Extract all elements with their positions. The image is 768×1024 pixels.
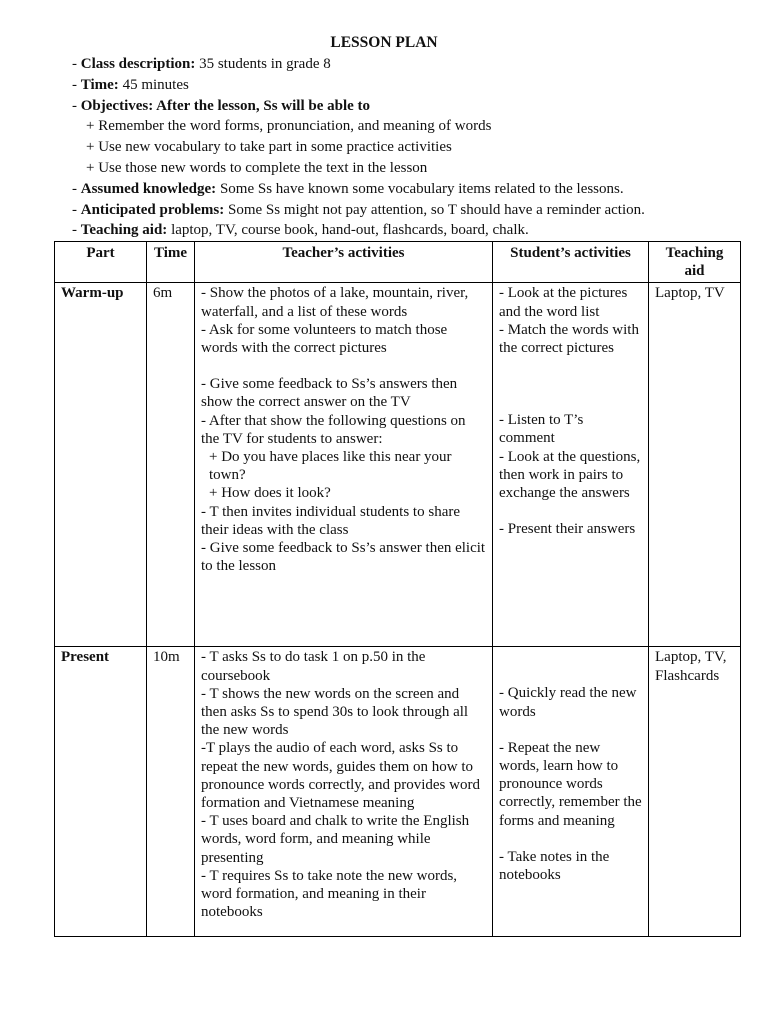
lesson-meta xyxy=(72,55,752,242)
table-header-row xyxy=(55,242,741,283)
teaching-aid-cell: Laptop, TV xyxy=(649,283,741,647)
activity-line: - After that show the following questions on the TV for students to answer: xyxy=(201,412,466,447)
table-row-warmup xyxy=(55,283,741,647)
activity-line: -T plays the audio of each word, asks Ss to repeat the new words, guides them on how to pronounce words correctly, and provides word formation and Vietnamese meaning xyxy=(201,740,480,812)
spacer xyxy=(499,648,642,684)
header-time: Time xyxy=(147,242,195,283)
activity-line: + How does it look? xyxy=(209,485,331,502)
spacer xyxy=(499,830,642,848)
header-student-activities: Student’s activities xyxy=(493,242,649,283)
objective-item: + Use new vocabulary to take part in some practice activities xyxy=(86,139,452,156)
student-activities-cell xyxy=(493,283,649,647)
time-line: - Time: 45 minutes xyxy=(72,76,189,93)
anticipated-problems-line: - Anticipated problems: Some Ss might not pay attention, so T should have a reminder action. xyxy=(72,201,645,218)
activity-line: - Match the words with the correct pictures xyxy=(499,321,639,357)
assumed-knowledge-label: Assumed knowledge: xyxy=(80,180,217,197)
activity-line: - T then invites individual students to share their ideas with the class xyxy=(201,503,460,538)
activity-line: - Present their answers xyxy=(499,521,636,538)
header-teaching-aid: Teaching aid xyxy=(649,242,741,283)
header-part: Part xyxy=(55,242,147,283)
teaching-aid-cell: Laptop, TV, Flashcards xyxy=(649,647,741,937)
activity-line: - Take notes in the notebooks xyxy=(499,848,610,884)
spacer xyxy=(499,721,642,739)
objectives-line: - Objectives: After the lesson, Ss will be able to xyxy=(72,97,371,114)
teacher-activities-cell xyxy=(195,283,493,647)
time-cell: 10m xyxy=(147,647,195,937)
assumed-knowledge-line: - Assumed knowledge: Some Ss have known some vocabulary items related to the lessons. xyxy=(72,180,624,197)
time-value: 45 minutes xyxy=(118,76,189,93)
spacer xyxy=(499,502,642,520)
teaching-aid-label: Teaching aid: xyxy=(80,222,168,239)
activity-line: - T asks Ss to do task 1 on p.50 in the coursebook xyxy=(201,649,426,684)
activity-line: - Quickly read the new words xyxy=(499,685,637,720)
class-description-value: 35 students in grade 8 xyxy=(195,56,331,72)
part-cell: Warm-up xyxy=(55,283,147,647)
student-activities-cell xyxy=(493,647,649,937)
activity-line: - Look at the questions, then work in pairs to exchange the answers xyxy=(499,448,641,502)
part-cell: Present xyxy=(55,647,147,937)
activity-line: - Give some feedback to Ss’s answer then elicit to the lesson xyxy=(201,540,486,575)
activity-line: - T requires Ss to take note the new words, word formation, and meaning in their notebooks xyxy=(201,867,458,921)
activity-line: - Ask for some volunteers to match those words with the correct pictures xyxy=(201,321,448,357)
time-label: Time: xyxy=(80,76,119,93)
time-cell: 6m xyxy=(147,283,195,647)
activity-line: - T shows the new words on the screen and then asks Ss to spend 30s to look through all the new words xyxy=(201,685,469,739)
activity-line: - Look at the pictures and the word list xyxy=(499,285,628,320)
anticipated-problems-label: Anticipated problems: xyxy=(80,201,225,218)
document-title: LESSON PLAN xyxy=(330,34,438,51)
spacer xyxy=(499,357,642,411)
activity-line: - Show the photos of a lake, mountain, river, waterfall, and a list of these words xyxy=(201,285,469,320)
activity-line: - Give some feedback to Ss’s answers then show the correct answer on the TV xyxy=(201,376,458,411)
teacher-activities-cell xyxy=(195,647,493,937)
class-description-label: Class description: xyxy=(80,56,196,72)
teaching-aid-value: laptop, TV, course book, hand-out, flashcards, board, chalk. xyxy=(167,222,529,239)
teaching-aid-line: - Teaching aid: laptop, TV, course book, hand-out, flashcards, board, chalk. xyxy=(72,222,529,239)
activity-line: + Do you have places like this near your town? xyxy=(209,449,452,484)
assumed-knowledge-value: Some Ss have known some vocabulary items related to the lessons. xyxy=(216,180,624,197)
objective-item: + Remember the word forms, pronunciation, and meaning of words xyxy=(86,118,492,135)
objective-item: + Use those new words to complete the text in the lesson xyxy=(86,159,428,176)
activity-line: - Repeat the new words, learn how to pronounce words correctly, remember the forms and meaning xyxy=(499,739,642,829)
anticipated-problems-value: Some Ss might not pay attention, so T should have a reminder action. xyxy=(224,201,645,218)
activity-line: - Listen to T’s comment xyxy=(499,412,584,447)
header-teacher-activities: Teacher’s activities xyxy=(195,242,493,283)
activity-line: - T uses board and chalk to write the English words, word form, and meaning while presenting xyxy=(201,813,470,866)
table-row-present xyxy=(55,647,741,937)
lesson-plan-table xyxy=(54,241,741,937)
class-description-line: - Class description: 35 students in grade 8 xyxy=(72,56,331,72)
spacer xyxy=(201,357,486,375)
objectives-label: Objectives: After the lesson, Ss will be able to xyxy=(80,97,371,114)
